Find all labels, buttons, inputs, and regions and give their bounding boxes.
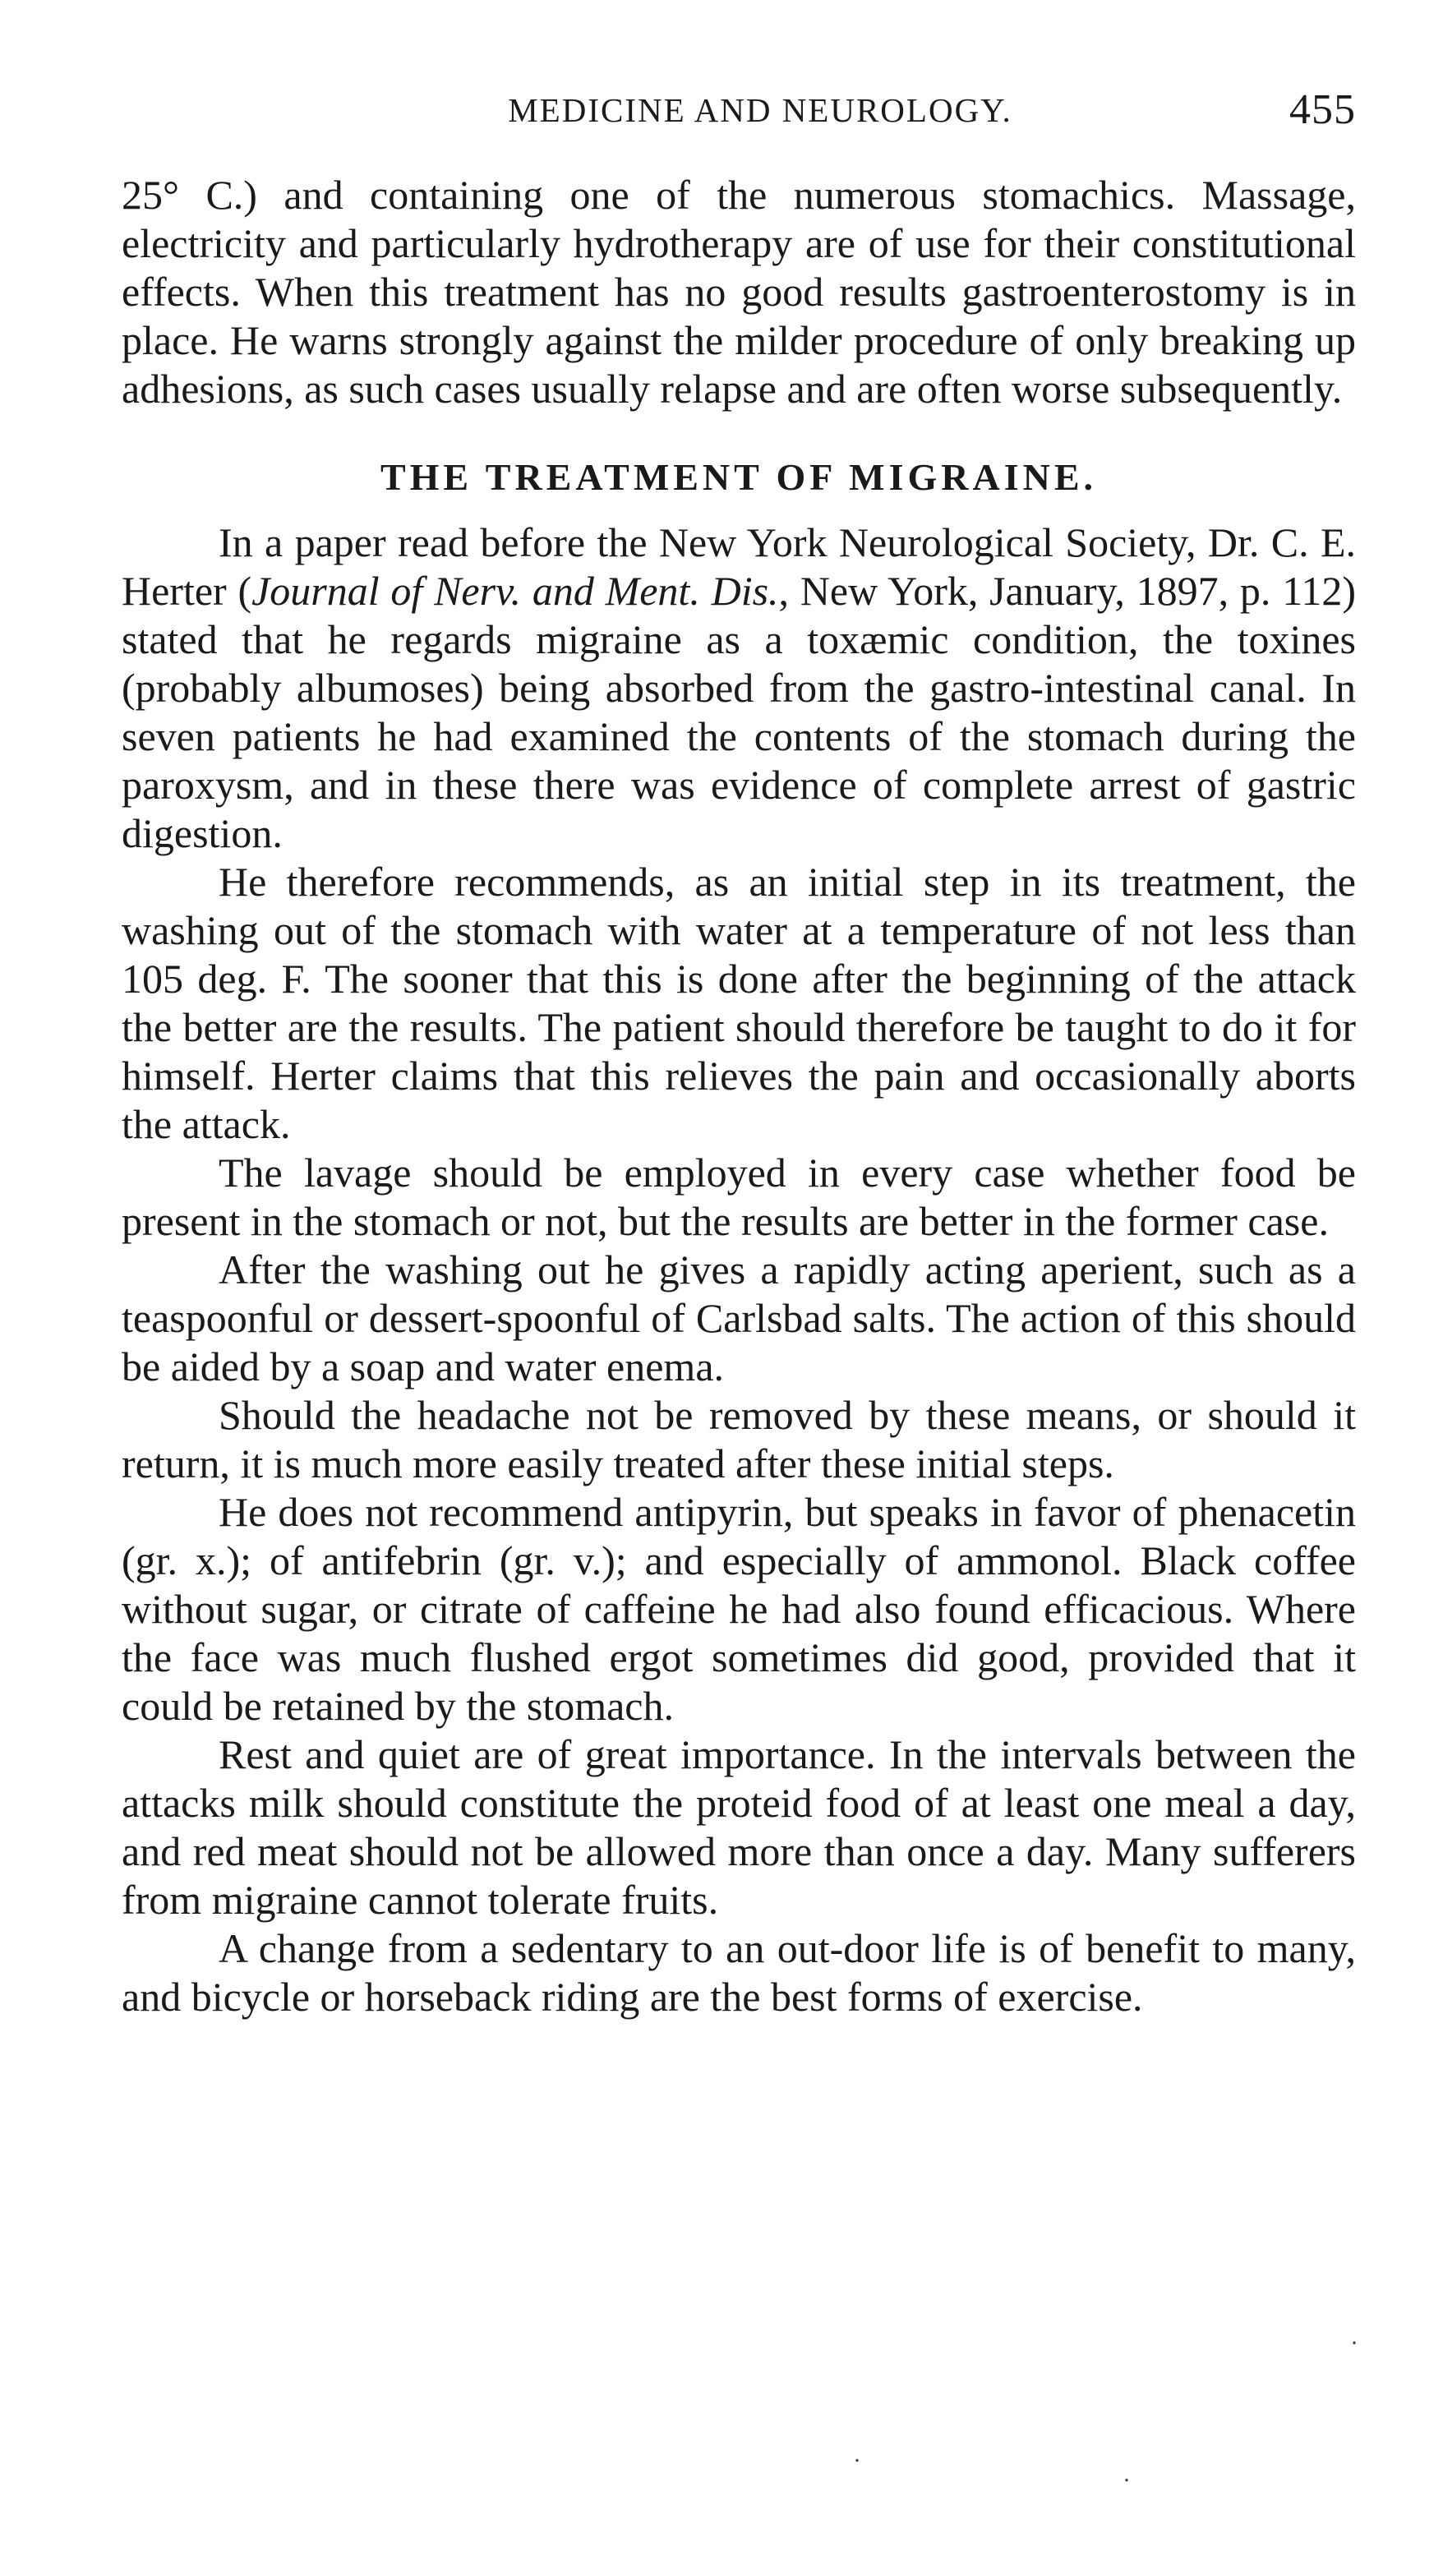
scan-speck: · — [1350, 2329, 1358, 2357]
paragraph-5: Should the headache not be removed by these means, or should it return, it is much more easily treated after these initial steps. — [122, 1392, 1356, 1486]
paragraph-4: After the washing out he gives a rapidly acting aperient, such as a teaspoonful or dessert-spoonful of Carlsbad salts. The action of this should be aided by a soap and water enema. — [122, 1247, 1356, 1389]
paragraph-1-text-after: , New York, January, 1897, p. 112) stated that he regards migraine as a toxæmic condition, the toxines (probably albumoses) being absorbed from the gastro-intestinal canal. In seven patients he had examined the contents of the stomach during the paroxysm, and in these there was evidence of complete arrest of gastric digestion. — [122, 568, 1356, 856]
scan-speck: · — [853, 2447, 861, 2474]
paragraph-2: He therefore recommends, as an initial step in its treatment, the washing out of the stomach with water at a temperature of not less than 105 deg. F. The sooner that this is done after the beginning of the attack the better are the results. The patient should therefore be taught to do it for himself. Herter claims that this relieves the pain and occasionally aborts the attack. — [122, 859, 1356, 1147]
continuation-paragraph: 25° C.) and containing one of the numerous stomachics. Massage, electricity and particularly hydrotherapy are of use for their constitutional effects. When this treatment has no good results gastroenterostomy is in place. He warns strongly against the milder procedure of only breaking up adhesions, as such cases usually relapse and are often worse subsequently. — [122, 172, 1356, 412]
paragraph-1 — [122, 518, 1356, 858]
page-number: 455 — [1289, 86, 1356, 133]
body-text — [122, 171, 1356, 2021]
running-title: MEDICINE AND NEUROLOGY. — [508, 91, 1012, 129]
journal-citation: Journal of Nerv. and Ment. Dis. — [251, 568, 779, 614]
paragraph-3: The lavage should be employed in every case whether food be present in the stomach or not, but the results are better in the former case. — [122, 1150, 1356, 1244]
paragraph-1-text-before: In a paper read before the New York Neurological Society, Dr. C. E. Herter ( — [122, 519, 1356, 614]
running-head — [115, 82, 1356, 140]
paragraph-7: Rest and quiet are of great importance. In the intervals between the attacks milk should constitute the proteid food of at least one meal a day, and red meat should not be allowed more than once a day. Many sufferers from migraine cannot tolerate fruits. — [122, 1731, 1356, 1923]
section-heading: THE TREATMENT OF MIGRAINE. — [380, 456, 1098, 498]
paragraph-6: He does not recommend antipyrin, but speaks in favor of phenacetin (gr. x.); of antifebrin (gr. v.); and especially of ammonol. Black coffee without sugar, or citrate of caffeine he had also found efficacious. Where the face was much flushed ergot sometimes did good, provided that it could be retained by the stomach. — [122, 1489, 1356, 1729]
paragraph-8: A change from a sedentary to an out-door life is of benefit to many, and bicycle or horseback riding are the best forms of exercise. — [122, 1925, 1356, 2020]
scan-speck: · — [1123, 2467, 1131, 2494]
